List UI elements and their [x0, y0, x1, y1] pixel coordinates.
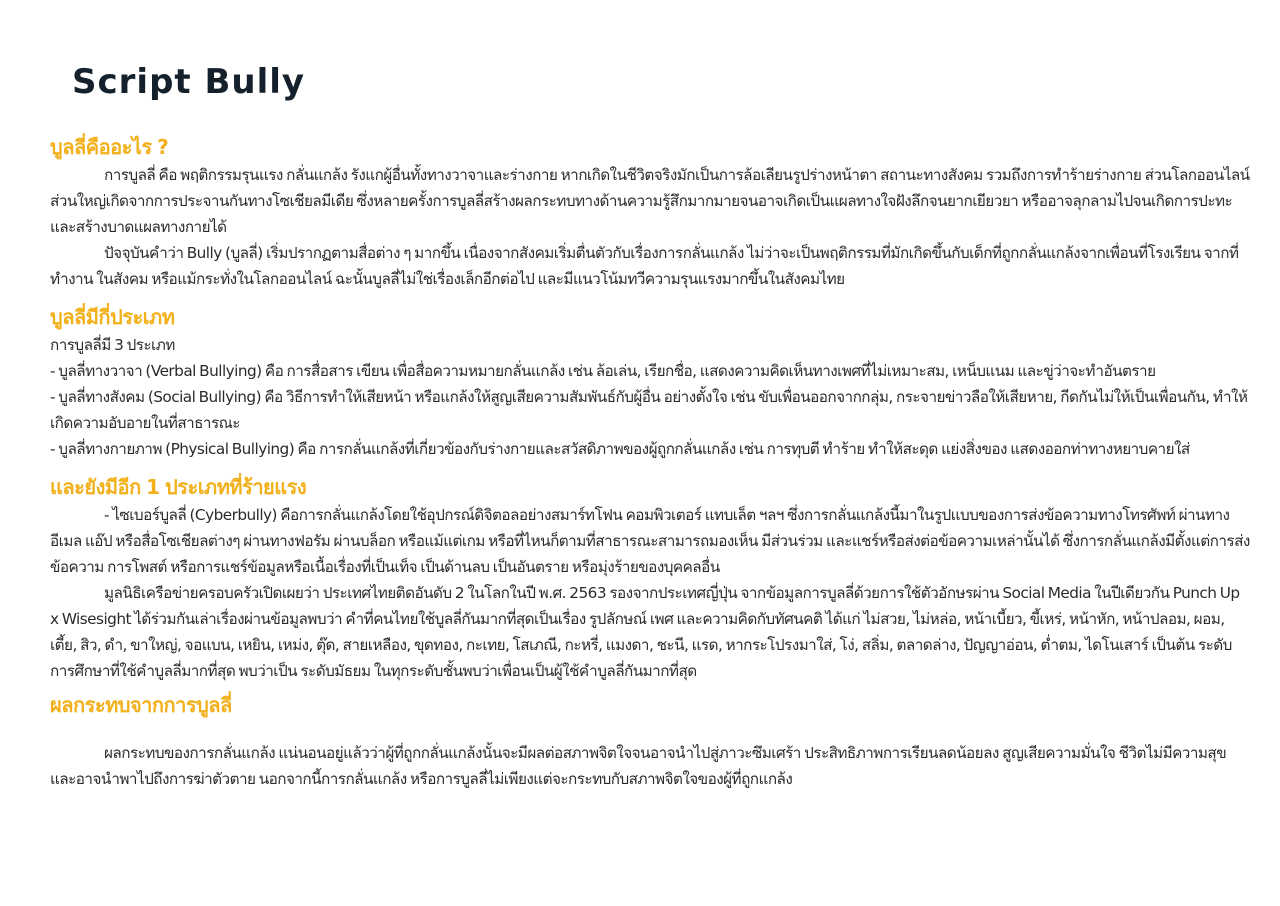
- section-effects: [50, 690, 1250, 792]
- section-cyberbully: [50, 472, 1250, 684]
- paragraph: ปัจจุบันคำว่า Bully (บูลลี่) เริ่มปรากฏตามสื่อต่าง ๆ มากขึ้น เนื่องจากสังคมเริ่มตื่นตัวกับเรื่องการกลั่นแกล้ง ไม่ว่าจะเป็นพฤติกรรมที่มักเกิดขึ้นกับเด็กที่ถูกกลั่นแกล้งจากเพื่อนที่โรงเรียน จากที่ทำงาน ในสังคม หรือแม้กระทั่งในโลกออนไลน์ ฉะนั้นบูลลี่ไม่ใช่เรื่องเล็กอีกต่อไป และมีแนวโน้มทวีความรุนแรงมากขึ้นในสังคมไทย: [50, 244, 1239, 288]
- list-item: - บูลลี่ทางกายภาพ (Physical Bullying) คือ การกลั่นแกล้งที่เกี่ยวข้องกับร่างกายและสวัสดิภาพของผู้ถูกกลั่นแกล้ง เช่น การทุบตี ทำร้าย ทำให้สะดุด แย่งสิ่งของ แสดงออกท่าทางหยาบคายใส่: [50, 440, 1190, 458]
- section-heading: บูลลี่คืออะไร ?: [50, 135, 169, 159]
- section-heading: ผลกระทบจากการบูลลี่: [50, 693, 232, 717]
- paragraph: การบูลลี่มี 3 ประเภท: [50, 336, 175, 354]
- paragraph: ผลกระทบของการกลั่นแกล้ง แน่นอนอยู่แล้วว่าผู้ที่ถูกกลั่นแกล้งนั้นจะมีผลต่อสภาพจิตใจจนอาจนำไปสู่ภาวะซึมเศร้า ประสิทธิภาพการเรียนลดน้อยลง สูญเสียความมั่นใจ ชีวิตไม่มีความสุข และอาจนำพาไปถึงการฆ่าตัวตาย นอกจากนี้การกลั่นแกล้ง หรือการบูลลี่ไม่เพียงแต่จะกระทบกับสภาพจิตใจของผู้ที่ถูกแกล้ง: [50, 744, 1227, 788]
- section-heading: และยังมีอีก 1 ประเภทที่ร้ายแรง: [50, 475, 307, 499]
- paragraph: การบูลลี่ คือ พฤติกรรมรุนแรง กลั่นแกล้ง รังแกผู้อื่นทั้งทางวาจาและร่างกาย หากเกิดในชีวิตจริงมักเป็นการล้อเลียนรูปร่างหน้าตา สถานะทางสังคม รวมถึงการทำร้ายร่างกาย ส่วนโลกออนไลน์ส่วนใหญ่เกิดจากการประจานกันทางโซเชียลมีเดีย ซึ่งหลายครั้งการบูลลี่สร้างผลกระทบทางด้านความรู้สึกมากมายจนอาจเกิดเป็นแผลทางใจฝังลึกจนยากเยียวยา หรืออาจลุกลามไปจนเกิดการปะทะและสร้างบาดแผลทางกายได้: [50, 166, 1250, 236]
- paragraph: - ไซเบอร์บูลลี่ (Cyberbully) คือการกลั่นแกล้งโดยใช้อุปกรณ์ดิจิตอลอย่างสมาร์ทโฟน คอมพิวเตอร์ แทบเล็ต ฯลฯ ซึ่งการกลั่นแกล้งนี้มาในรูปแบบของการส่งข้อความทางโทรศัพท์ ผ่านทางอีเมล แอ๊ป หรือสื่อโซเชียลต่างๆ ผ่านทางฟอรัม ผ่านบล็อก หรือแม้แต่เกม หรือที่ไหนก็ตามที่สาธารณะสามารถมองเห็น มีส่วนร่วม และแชร์หรือส่งต่อข้อความเหล่านั้นได้ ซึ่งการกลั่นแกล้งมีตั้งแต่การส่งข้อความ การโพสต์ หรือการแชร์ข้อมูลหรือเนื้อเรื่องที่เป็นเท็จ เป็นด้านลบ เป็นอันตราย หรือมุ่งร้ายของบุคคลอื่น: [50, 506, 1250, 576]
- list-item: - บูลลี่ทางวาจา (Verbal Bullying) คือ การสื่อสาร เขียน เพื่อสื่อความหมายกลั่นแกล้ง เช่น ล้อเล่น, เรียกชื่อ, แสดงความคิดเห็นทางเพศที่ไม่เหมาะสม, เหน็บแนม และขู่ว่าจะทำอันตราย: [50, 362, 1156, 380]
- article-content: [50, 132, 1250, 792]
- paragraph: มูลนิธิเครือข่ายครอบครัวเปิดเผยว่า ประเทศไทยติดอันดับ 2 ในโลกในปี พ.ศ. 2563 รองจากประเทศญี่ปุ่น จากข้อมูลการบูลลี่ด้วยการใช้ตัวอักษรผ่าน Social Media ในปีเดียวกัน Punch Up x Wisesight ได้ร่วมกันเล่าเรื่องผ่านข้อมูลพบว่า คำที่คนไทยใช้บูลลี่กันมากที่สุดเป็นเรื่อง รูปลักษณ์ เพศ และความคิดกับทัศนคติ ได้แก่ ไม่สวย, ไม่หล่อ, หน้าเบี้ยว, ขี้เหร่, หน้าหัก, หน้าปลอม, ผอม, เตี้ย, สิว, ดำ, ขาใหญ่, จอแบน, เหยิน, เหม่ง, ตุ๊ด, สายเหลือง, ขุดทอง, กะเทย, โสเภณี, กะหรี่, แมงดา, ชะนี, แรด, หากระโปรงมาใส่, โง่, สลิ่ม, ตลาดล่าง, ปัญญาอ่อน, ต่ำตม, ไดโนเสาร์ เป็นต้น ระดับการศึกษาที่ใช้คำบูลลี่มากที่สุด พบว่าเป็น ระดับมัธยม ในทุกระดับชั้นพบว่าเพื่อนเป็นผู้ใช้คำบูลลี่กันมากที่สุด: [50, 584, 1240, 680]
- list-item: - บูลลี่ทางสังคม (Social Bullying) คือ วิธีการทำให้เสียหน้า หรือแกล้งให้สูญเสียความสัมพันธ์กับผู้อื่น อย่างตั้งใจ เช่น ขับเพื่อนออกจากกลุ่ม, กระจายข่าวลือให้เสียหาย, กีดกันไม่ให้เป็นเพื่อนกัน, ทำให้เกิดความอับอายในที่สาธารณะ: [50, 388, 1248, 432]
- section-what-is-bully: [50, 132, 1250, 292]
- spacer: [50, 720, 1250, 740]
- page-title: Script Bully: [72, 62, 306, 102]
- section-heading: บูลลี่มีกี่ประเภท: [50, 305, 175, 329]
- section-bully-types: [50, 302, 1250, 462]
